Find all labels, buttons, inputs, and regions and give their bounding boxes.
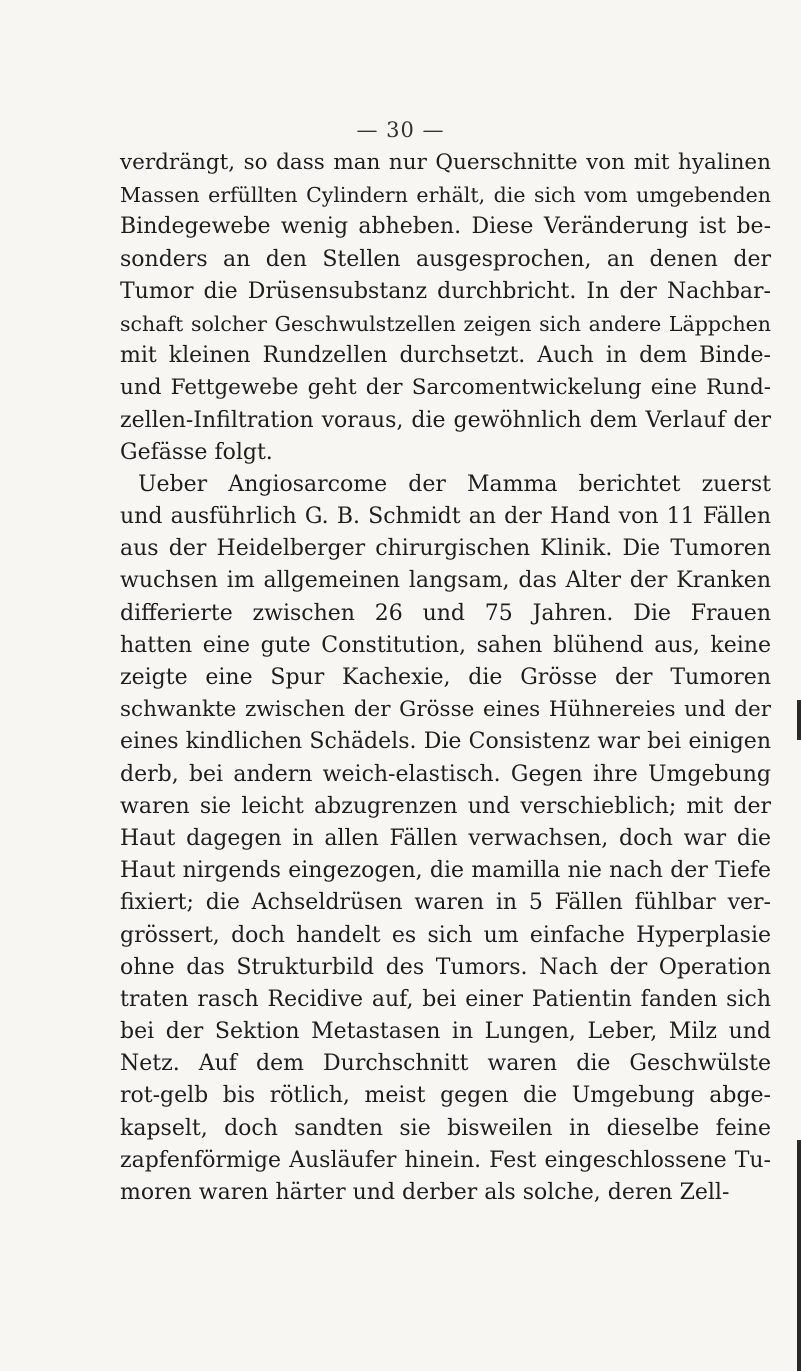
text-line: aus der Heidelberger chirurgischen Klinik. Die Tumoren <box>120 536 771 562</box>
text-line: sonders an den Stellen ausgesprochen, an denen der <box>120 246 771 272</box>
text-line: traten rasch Recidive auf, bei einer Patientin fanden sich <box>120 986 771 1012</box>
page-edge-shadow <box>797 1140 801 1371</box>
text-line: moren waren härter und derber als solche, deren Zell- <box>120 1180 730 1205</box>
text-line: eines kindlichen Schädels. Die Consistenz war bei einigen <box>120 729 771 755</box>
text-line: zapfenförmige Ausläufer hinein. Fest eingeschlossene Tu- <box>120 1147 771 1173</box>
text-line: Haut nirgends eingezogen, die mamilla nie nach der Tiefe <box>120 858 771 884</box>
text-line: verdrängt, so dass man nur Querschnitte von mit hyalinen <box>120 150 771 175</box>
text-line: zellen-Infiltration voraus, die gewöhnlich dem Verlauf der <box>120 407 771 433</box>
text-line: schaft solcher Geschwulstzellen zeigen sich andere Läppchen <box>120 311 771 336</box>
paragraph-end-line: Gefässe folgt. <box>120 439 273 465</box>
text-line: und Fettgewebe geht der Sarcomentwickelung eine Rund- <box>120 375 771 401</box>
text-line: fixiert; die Achseldrüsen waren in 5 Fällen fühlbar ver- <box>120 890 771 916</box>
text-line: Tumor die Drüsensubstanz durchbricht. In der Nachbar- <box>120 278 771 304</box>
text-line: hatten eine gute Constitution, sahen blühend aus, keine <box>120 632 771 658</box>
text-line: bei der Sektion Metastasen in Lungen, Leber, Milz und <box>120 1019 771 1045</box>
text-line: und ausführlich G. B. Schmidt an der Hand von 11 Fällen <box>120 504 771 530</box>
text-line: Massen erfüllten Cylindern erhält, die sich vom umgebenden <box>120 183 771 208</box>
text-line: Netz. Auf dem Durchschnitt waren die Geschwülste <box>120 1051 771 1077</box>
text-line: kapselt, doch sandten sie bisweilen in dieselbe feine <box>120 1115 771 1141</box>
text-line: differierte zwischen 26 und 75 Jahren. Die Frauen <box>120 600 771 626</box>
page-number: — 30 — <box>356 118 445 142</box>
paragraph-start-line: Ueber Angiosarcome der Mamma berichtet zuerst <box>138 471 771 497</box>
text-line: ohne das Strukturbild des Tumors. Nach der Operation <box>120 954 771 980</box>
text-line: Haut dagegen in allen Fällen verwachsen, doch war die <box>120 825 771 851</box>
text-line: wuchsen im allgemeinen langsam, das Alter der Kranken <box>120 568 771 594</box>
text-line: derb, bei andern weich-elastisch. Gegen ihre Umgebung <box>120 761 771 787</box>
text-line: grössert, doch handelt es sich um einfache Hyperplasie <box>120 922 771 948</box>
page-edge-shadow <box>797 700 801 740</box>
text-line: rot-gelb bis rötlich, meist gegen die Umgebung abge- <box>120 1083 771 1109</box>
text-line: Bindegewebe wenig abheben. Diese Veränderung ist be- <box>120 214 771 240</box>
text-line: schwankte zwischen der Grösse eines Hühnereies und der <box>120 697 771 723</box>
body-text <box>120 147 771 1209</box>
text-line: mit kleinen Rundzellen durchsetzt. Auch in dem Binde- <box>120 343 771 369</box>
text-line: zeigte eine Spur Kachexie, die Grösse der Tumoren <box>120 665 771 690</box>
text-line: waren sie leicht abzugrenzen und verschieblich; mit der <box>120 793 771 819</box>
